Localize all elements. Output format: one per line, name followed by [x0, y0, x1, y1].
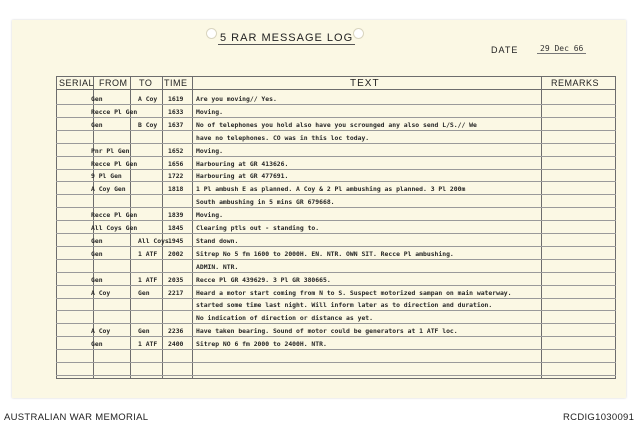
from-cell: A Coy — [91, 288, 111, 297]
from-cell: Recce Pl Gen — [91, 107, 138, 116]
date-value: 29 Dec 66 — [537, 44, 586, 54]
text-cell: No indication of direction or distance as yet. — [196, 314, 373, 323]
table-row — [0, 222, 640, 234]
time-cell: 2217 — [168, 288, 184, 297]
table-row — [0, 183, 640, 195]
from-cell: A Coy Gen — [91, 185, 126, 194]
table-top-border — [56, 76, 616, 77]
to-cell: 1 ATF — [138, 340, 158, 349]
table-row — [0, 106, 640, 118]
column-header-serial: SERIAL — [59, 78, 95, 88]
time-cell: 1637 — [168, 120, 184, 129]
footer-archive-name: AUSTRALIAN WAR MEMORIAL — [4, 412, 149, 423]
time-cell: 2236 — [168, 327, 184, 336]
from-cell: Pnr Pl Gen — [91, 146, 130, 155]
table-row — [0, 170, 640, 182]
text-cell: Clearing ptls out - standing to. — [196, 224, 320, 232]
text-cell: Moving. — [196, 211, 223, 220]
text-cell: Have taken bearing. Sound of motor could be generators at 1 ATF loc. — [196, 327, 458, 336]
from-cell: Gen — [91, 236, 103, 245]
text-cell: have no telephones. CO was in this loc today. — [196, 133, 370, 142]
to-cell: A Coy — [138, 95, 158, 103]
from-cell: Gen — [91, 95, 103, 103]
text-cell: Heard a motor start coming from N to S. Suspect motorized sampan on main waterway. — [196, 288, 512, 297]
text-cell: Harbouring at GR 477691. — [196, 172, 289, 181]
table-row — [0, 338, 640, 350]
table-row — [0, 261, 640, 273]
time-cell: 2002 — [168, 249, 184, 258]
time-cell: 1619 — [168, 95, 184, 103]
table-row — [0, 274, 640, 286]
table-row — [0, 196, 640, 208]
from-cell: Gen — [91, 340, 103, 349]
text-cell: ADMIN. NTR. — [196, 262, 239, 271]
table-row — [0, 132, 640, 144]
from-cell: Gen — [91, 249, 103, 258]
text-cell: Moving. — [196, 107, 223, 116]
text-cell: Sitrep NO 6 fm 2000 to 2400H. NTR. — [196, 340, 327, 349]
to-cell: Gen — [138, 327, 150, 336]
to-cell: 1 ATF — [138, 249, 158, 258]
table-row — [0, 235, 640, 247]
from-cell: 9 Pl Gen — [91, 172, 122, 181]
time-cell: 1633 — [168, 107, 184, 116]
text-cell: No of telephones you hold also have you scrounged any also send L/S.// We — [196, 120, 477, 129]
page-title: 5 RAR MESSAGE LOG — [220, 32, 354, 44]
table-row — [0, 299, 640, 311]
from-cell: Gen — [91, 275, 103, 284]
text-cell: Moving. — [196, 146, 223, 155]
punch-hole-left — [206, 28, 217, 39]
time-cell: 2400 — [168, 340, 184, 349]
time-cell: 2035 — [168, 275, 184, 284]
table-row — [0, 312, 640, 324]
time-cell: 1722 — [168, 172, 184, 181]
row-rule — [56, 375, 616, 376]
to-cell: 1 ATF — [138, 275, 158, 284]
table-row — [0, 248, 640, 260]
text-cell: Sitrep No 5 fm 1600 to 2000H. EN. NTR. OWN SIT. Recce Pl ambushing. — [196, 249, 454, 258]
text-cell: Are you moving// Yes. — [196, 95, 277, 103]
to-cell: Gen — [138, 288, 150, 297]
column-header-to: TO — [139, 78, 153, 88]
to-cell: B Coy — [138, 120, 158, 129]
date-label: DATE — [491, 45, 519, 55]
text-cell: 1 Pl ambush E as planned. A Coy & 2 Pl ambushing as planned. 3 Pl 200m — [196, 185, 466, 194]
table-bottom-border — [56, 378, 616, 379]
table-row — [0, 209, 640, 221]
time-cell: 1839 — [168, 211, 184, 220]
from-cell: All Coys Gen — [91, 224, 138, 232]
text-cell: Stand down. — [196, 236, 239, 245]
text-cell: started some time last night. Will inform later as to direction and duration. — [196, 301, 493, 310]
row-rule — [56, 362, 616, 363]
time-cell: 1845 — [168, 224, 184, 232]
table-row — [0, 145, 640, 157]
from-cell: A Coy — [91, 327, 111, 336]
time-cell: 1818 — [168, 185, 184, 194]
column-header-from: FROM — [99, 78, 128, 88]
time-cell: 1945 — [168, 236, 184, 245]
from-cell: Recce Pl Gen — [91, 211, 138, 220]
from-cell: Recce Pl Gen — [91, 159, 138, 168]
table-row — [0, 325, 640, 337]
text-cell: Harbouring at GR 413626. — [196, 159, 289, 168]
text-cell: Recce Pl GR 439629. 3 Pl GR 380665. — [196, 275, 331, 284]
time-cell: 1652 — [168, 146, 184, 155]
from-cell: Gen — [91, 120, 103, 129]
column-header-remarks: REMARKS — [551, 78, 600, 88]
table-row — [0, 158, 640, 170]
footer-record-id: RCDIG1030091 — [563, 412, 635, 423]
table-row — [0, 119, 640, 131]
text-cell: South ambushing in 5 mins GR 679668. — [196, 198, 335, 207]
to-cell: All Coys — [138, 236, 169, 245]
time-cell: 1656 — [168, 159, 184, 168]
table-header-divider — [56, 89, 616, 90]
table-row — [0, 287, 640, 299]
column-header-time: TIME — [164, 78, 188, 88]
table-row — [0, 93, 640, 105]
column-header-text: TEXT — [350, 78, 380, 89]
